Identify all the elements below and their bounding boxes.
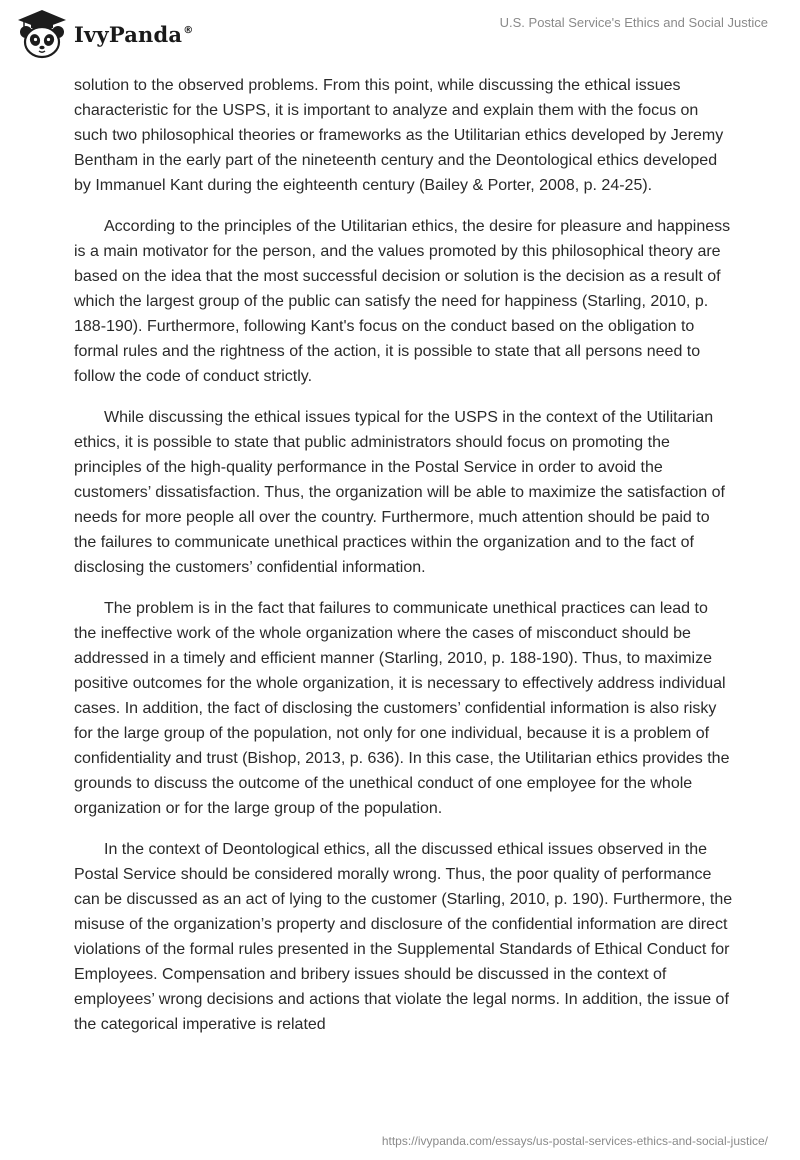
brand-name: IvyPanda® (74, 21, 194, 47)
panda-logo-icon (14, 8, 70, 60)
paragraph-3: While discussing the ethical issues typical for the USPS in the context of the Utilitarian ethics, it is possible to state that public administrators should focus on promoting the principles of the high-quality performance in the Postal Service in order to avoid the customers’ dissatisfaction. Thus, the organization will be able to maximize the satisfaction of needs for more people all over the country. Furthermore, much attention should be paid to the failures to communicate unethical practices within the organization and to the fact of disclosing the customers’ confidential information. (74, 409, 725, 576)
registered-mark: ® (183, 24, 194, 36)
paragraph-1: solution to the observed problems. From this point, while discussing the ethical issues characteristic for the USPS, it is important to analyze and explain them with the focus on such two philosophical theories or frameworks as the Utilitarian ethics developed by Jeremy Bentham in the early part of the nineteenth century and the Deontological ethics developed by Immanuel Kant during the eighteenth century (Bailey & Porter, 2008, p. 24-25). (74, 77, 724, 194)
paragraph-5: In the context of Deontological ethics, all the discussed ethical issues observed in the Postal Service should be considered morally wrong. Thus, the poor quality of performance can be discussed as an act of lying to the customer (Starling, 2010, p. 190). Furthermore, the misuse of the organization’s property and disclosure of the confidential information are direct violations of the formal rules presented in the Supplemental Standards of Ethical Conduct for Employees. Compensation and bribery issues should be discussed in the context of employees’ wrong decisions and actions that violate the legal norms. In addition, the issue of the categorical imperative is related (74, 841, 733, 1033)
brand-logo[interactable] (14, 8, 193, 60)
page-header (0, 0, 800, 70)
paragraph-2: According to the principles of the Utilitarian ethics, the desire for pleasure and happiness is a main motivator for the person, and the values promoted by this philosophical theory are based on the idea that the most successful decision or solution is the decision as a result of which the largest group of the public can satisfy the need for happiness (Starling, 2010, p. 188-190). Furthermore, following Kant's focus on the conduct based on the obligation to formal rules and the rightness of the action, it is possible to state that all persons need to follow the code of conduct strictly. (74, 218, 731, 385)
source-url[interactable]: https://ivypanda.com/essays/us-postal-services-ethics-and-social-justice/ (381, 1134, 768, 1148)
document-title: U.S. Postal Service's Ethics and Social Justice (499, 15, 768, 30)
paragraph-4: The problem is in the fact that failures to communicate unethical practices can lead to the ineffective work of the whole organization where the cases of misconduct should be addressed in a timely and efficient manner (Starling, 2010, p. 188-190). Thus, to maximize positive outcomes for the whole organization, it is necessary to effectively address individual cases. In addition, the fact of disclosing the customers’ confidential information is also risky for the large group of the population, not only for one individual, because it is a problem of confidentiality and trust (Bishop, 2013, p. 636). In this case, the Utilitarian ethics provides the grounds to discuss the outcome of the unethical conduct of one employee for the whole organization or for the large group of the population. (74, 600, 730, 817)
essay-body (74, 73, 734, 1053)
